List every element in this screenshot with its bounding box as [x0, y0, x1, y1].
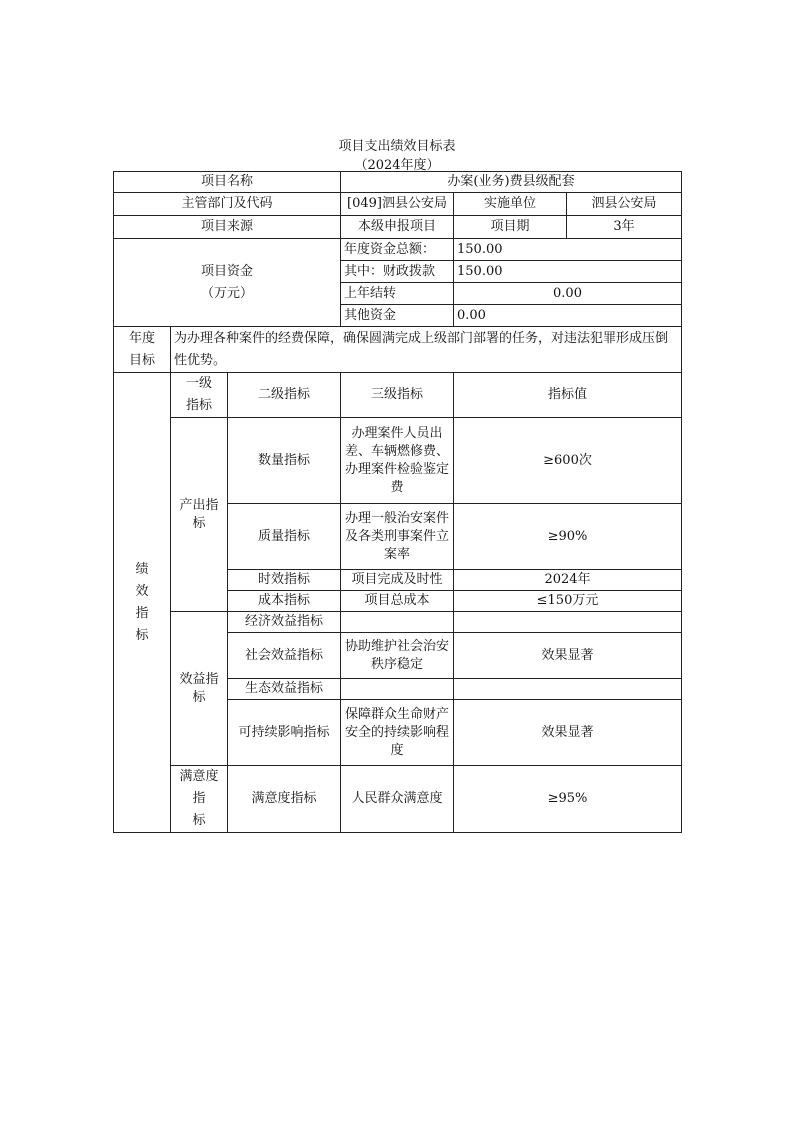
annual-goal-label — [114, 327, 171, 373]
social-indicator-label: 社会效益指标 — [228, 633, 341, 679]
economic-indicator-value — [454, 612, 682, 633]
social-indicator-desc: 协助维护社会治安秩序稳定 — [341, 633, 454, 679]
timeliness-indicator-label: 时效指标 — [228, 570, 341, 591]
row-quantity — [114, 418, 682, 504]
quality-indicator-desc: 办理一般治安案件及各类刑事案件立案率 — [341, 504, 454, 570]
sustainability-indicator-desc: 保障群众生命财产安全的持续影响程度 — [341, 700, 454, 766]
implementing-unit-value: 泗县公安局 — [567, 193, 682, 216]
project-source-label: 项目来源 — [114, 216, 341, 239]
row-project-name — [114, 172, 682, 193]
row-source — [114, 216, 682, 239]
fiscal-funds-value: 150.00 — [454, 261, 682, 283]
level1-header — [171, 373, 228, 418]
level2-header: 二级指标 — [228, 373, 341, 418]
ecological-indicator-label: 生态效益指标 — [228, 679, 341, 700]
row-perf-header — [114, 373, 682, 418]
project-name-value: 办案(业务)费县级配套 — [341, 172, 682, 193]
other-funds-value: 0.00 — [454, 305, 682, 327]
cost-indicator-desc: 项目总成本 — [341, 591, 454, 612]
satisfaction-level1-line2: 标 — [192, 813, 206, 828]
social-indicator-value: 效果显著 — [454, 633, 682, 679]
implementing-unit-label: 实施单位 — [454, 193, 567, 216]
annual-goal-text: 为办理各种案件的经费保障，确保圆满完成上级部门部署的任务，对违法犯罪形成压倒性优势。 — [171, 327, 682, 373]
row-annual-goal — [114, 327, 682, 373]
table-title: 项目支出绩效目标表 — [338, 139, 456, 154]
level1-header-line2: 指标 — [185, 398, 212, 413]
project-name-label: 项目名称 — [114, 172, 341, 193]
satisfaction-level1-line1: 满意度指 — [179, 769, 219, 806]
timeliness-indicator-value: 2024年 — [454, 570, 682, 591]
sustainability-indicator-label: 可持续影响指标 — [228, 700, 341, 766]
perf-side-char-2: 效 — [135, 583, 149, 599]
project-period-label: 项目期 — [454, 216, 567, 239]
department-value: [049]泗县公安局 — [341, 193, 454, 216]
quality-indicator-label: 质量指标 — [228, 504, 341, 570]
row-funds-total — [114, 239, 682, 261]
quantity-indicator-desc: 办理案件人员出差、车辆燃修费、办理案件检验鉴定费 — [341, 418, 454, 504]
ecological-indicator-desc — [341, 679, 454, 700]
economic-indicator-label: 经济效益指标 — [228, 612, 341, 633]
ecological-indicator-value — [454, 679, 682, 700]
level1-header-line1: 一级 — [185, 376, 212, 391]
goal-label-line2: 目标 — [128, 352, 155, 368]
satisfaction-indicator-value: ≥95% — [454, 766, 682, 833]
fiscal-funds-label: 其中：财政拨款 — [341, 261, 454, 283]
row-satisfaction — [114, 766, 682, 833]
total-funds-label: 年度资金总额： — [341, 239, 454, 261]
row-economic — [114, 612, 682, 633]
cost-indicator-label: 成本指标 — [228, 591, 341, 612]
benefit-indicator-label: 效益指标 — [171, 612, 228, 766]
cost-indicator-value: ≤150万元 — [454, 591, 682, 612]
carryover-value: 0.00 — [454, 283, 682, 305]
value-header: 指标值 — [454, 373, 682, 418]
carryover-label: 上年结转 — [341, 283, 454, 305]
perf-side-char-4: 标 — [135, 627, 149, 643]
row-department — [114, 193, 682, 216]
project-funds-label — [114, 239, 341, 327]
goal-label-line1: 年度 — [128, 330, 155, 346]
satisfaction-indicator-label: 满意度指标 — [228, 766, 341, 833]
project-source-value: 本级申报项目 — [341, 216, 454, 239]
satisfaction-indicator-desc: 人民群众满意度 — [341, 766, 454, 833]
perf-side-label — [114, 373, 171, 833]
perf-side-char-1: 绩 — [135, 561, 149, 577]
sustainability-indicator-value: 效果显著 — [454, 700, 682, 766]
table-subtitle: （2024年度） — [354, 158, 440, 173]
project-period-value: 3年 — [567, 216, 682, 239]
performance-target-table — [113, 171, 682, 833]
economic-indicator-desc — [341, 612, 454, 633]
quantity-indicator-label: 数量指标 — [228, 418, 341, 504]
department-label: 主管部门及代码 — [114, 193, 341, 216]
other-funds-label: 其他资金 — [341, 305, 454, 327]
quantity-indicator-value: ≥600次 — [454, 418, 682, 504]
satisfaction-level1-label — [171, 766, 228, 833]
output-indicator-label: 产出指标 — [171, 418, 228, 612]
level3-header: 三级指标 — [341, 373, 454, 418]
timeliness-indicator-desc: 项目完成及时性 — [341, 570, 454, 591]
perf-side-char-3: 指 — [135, 605, 149, 621]
funds-label-line2: （万元） — [200, 285, 253, 301]
quality-indicator-value: ≥90% — [454, 504, 682, 570]
total-funds-value: 150.00 — [454, 239, 682, 261]
funds-label-line1: 项目资金 — [200, 263, 253, 279]
